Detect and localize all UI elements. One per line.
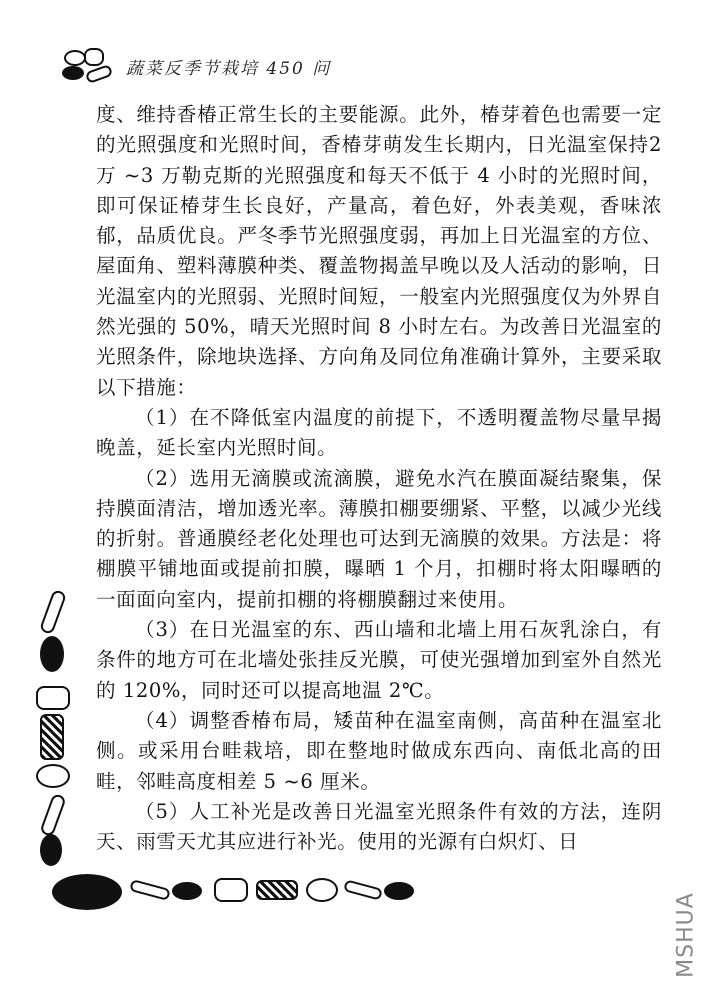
corn-icon: [256, 880, 298, 900]
paragraph-measure-3: （3）在日光温室的东、西山墙和北墙上用石灰乳涂白，有条件的地方可在北墙处张挂反光膜，可使光强增加到室外自然光的 120%，同时还可以提高地温 2℃。: [96, 618, 662, 702]
cucumber-icon: [129, 879, 171, 901]
paragraph-measure-5: （5）人工补光是改善日光温室光照条件有效的方法，连阴天、雨雪天尤其应进行补光。使用的光源有白炽灯、日: [96, 799, 662, 854]
watermark: [668, 880, 704, 990]
paragraph-measure-1: （1）在不降低室内温度的前提下，不透明覆盖物尽量早揭晚盖，延长室内光照时间。: [96, 405, 662, 460]
eggplant-icon: [172, 882, 202, 900]
eggplant-icon: [40, 834, 62, 866]
cucumber-icon: [343, 879, 383, 900]
paragraph-intro: 度、维持香椿正常生长的主要能源。此外，椿芽着色也需要一定的光照强度和光照时间，香椿芽萌发生长期内，日光温室保持2 万 ~3 万勒克斯的光照强度和每天不低于 4 小时的光照时间，即可保证椿芽生长良好，产量高，着色好，外表美观，香味浓郁，品质优良。严冬季节光照强度弱，再加上日光温室的方位、屋面角、塑料薄膜种类、覆盖物揭盖早晚以及人活动的影响，日光温室内的光照弱、光照时间短，一般室内光照强度仅为外界自然光强的 50%，晴天光照时间 8 小时左右。为改善日光温室的光照条件，除地块选择、方向角及同位角准确计算外，主要采取以下措施：: [96, 103, 662, 399]
eggplant-icon: [384, 882, 414, 900]
page-body: [96, 100, 662, 857]
corn-icon: [40, 714, 64, 760]
eggplant-icon: [40, 636, 64, 672]
running-header: [62, 46, 331, 86]
tomato-icon: [36, 764, 70, 788]
book-title: 蔬菜反季节栽培 450 问: [126, 58, 332, 79]
dark-blob-icon: [52, 874, 122, 910]
tomato-icon: [306, 878, 338, 902]
cucumber-icon: [39, 793, 67, 837]
watermark-text: MSHUA: [673, 892, 699, 978]
pumpkin-icon: [214, 878, 248, 902]
cucumber-icon: [39, 589, 67, 635]
paragraph-measure-2: （2）选用无滴膜或流滴膜，避免水汽在膜面凝结聚集，保持膜面清洁，增加透光率。薄膜扣棚要绷紧、平整，以减少光线的折射。普通膜经老化处理也可达到无滴膜的效果。方法是：将棚膜平铺地面或提前扣膜，曝晒 1 个月，扣棚时将太阳曝晒的一面面向室内，提前扣棚的将棚膜翻过来使用。: [96, 466, 662, 611]
pumpkin-icon: [36, 686, 70, 710]
footer-decoration: [52, 870, 422, 920]
paragraph-measure-4: （4）调整香椿布局，矮苗种在温室南侧，高苗种在温室北侧。或采用台畦栽培，即在整地时做成东西向、南低北高的田畦，邻畦高度相差 5 ~6 厘米。: [96, 708, 662, 793]
vegetables-cluster-icon: [62, 48, 112, 84]
